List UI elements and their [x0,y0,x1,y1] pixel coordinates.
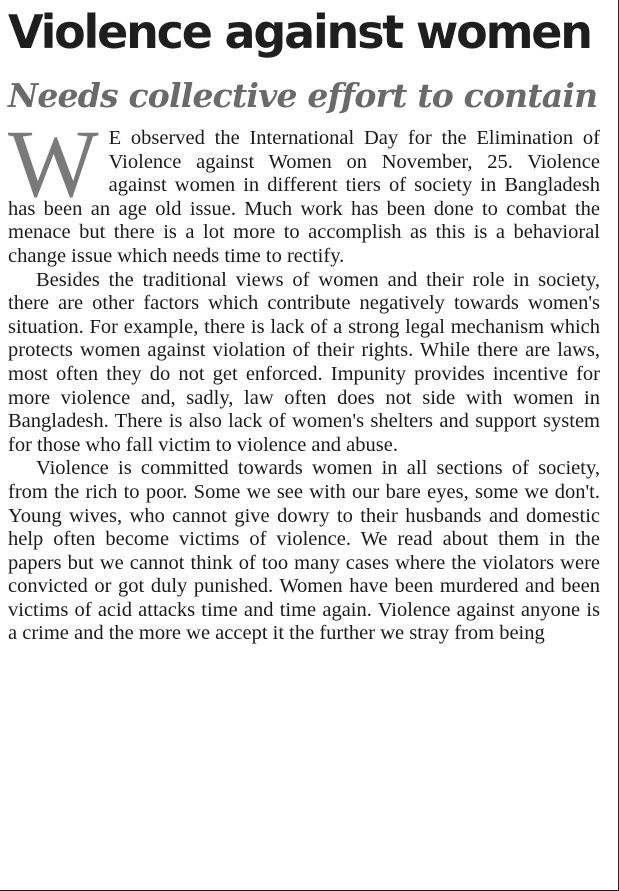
paragraph-1 [8,110,600,269]
subheadline: Needs collective effort to contain [8,76,598,115]
headline: Violence against women [8,5,591,59]
article-body [8,110,600,646]
paragraph-1-text: E observed the International Day for the Elimination of Violence against Women on November, 25. Violence against women in different tiers of society in Bangladesh has been an age old issue. Much work has been done to combat the menace but there is a lot more to accomplish as this is a behavioral change issue which needs time to rectify. [8,127,600,267]
paragraph-2: Besides the traditional views of women and their role in society, there are other factors which contribute negatively towards women's situation. For example, there is lack of a strong legal mechanism which protects women against violation of their rights. While there are laws, most often they do not get enforced. Impunity provides incentive for more violence and, sadly, law often does not side with women in Bangladesh. There is also lack of women's shelters and support system for those who fall victim to violence and abuse. [8,268,600,456]
drop-cap: W [8,110,99,217]
paragraph-3: Violence is committed towards women in all sections of society, from the rich to poor. Some we see with our bare eyes, some we don't. Young wives, who cannot give dowry to their husbands and domestic help often become victims of violence. We read about them in the papers but we cannot think of too many cases where the violators were convicted or got duly punished. Women have been murdered and been victims of acid attacks time and time again. Violence against anyone is a crime and the more we accept it the further we stray from being [8,457,600,645]
